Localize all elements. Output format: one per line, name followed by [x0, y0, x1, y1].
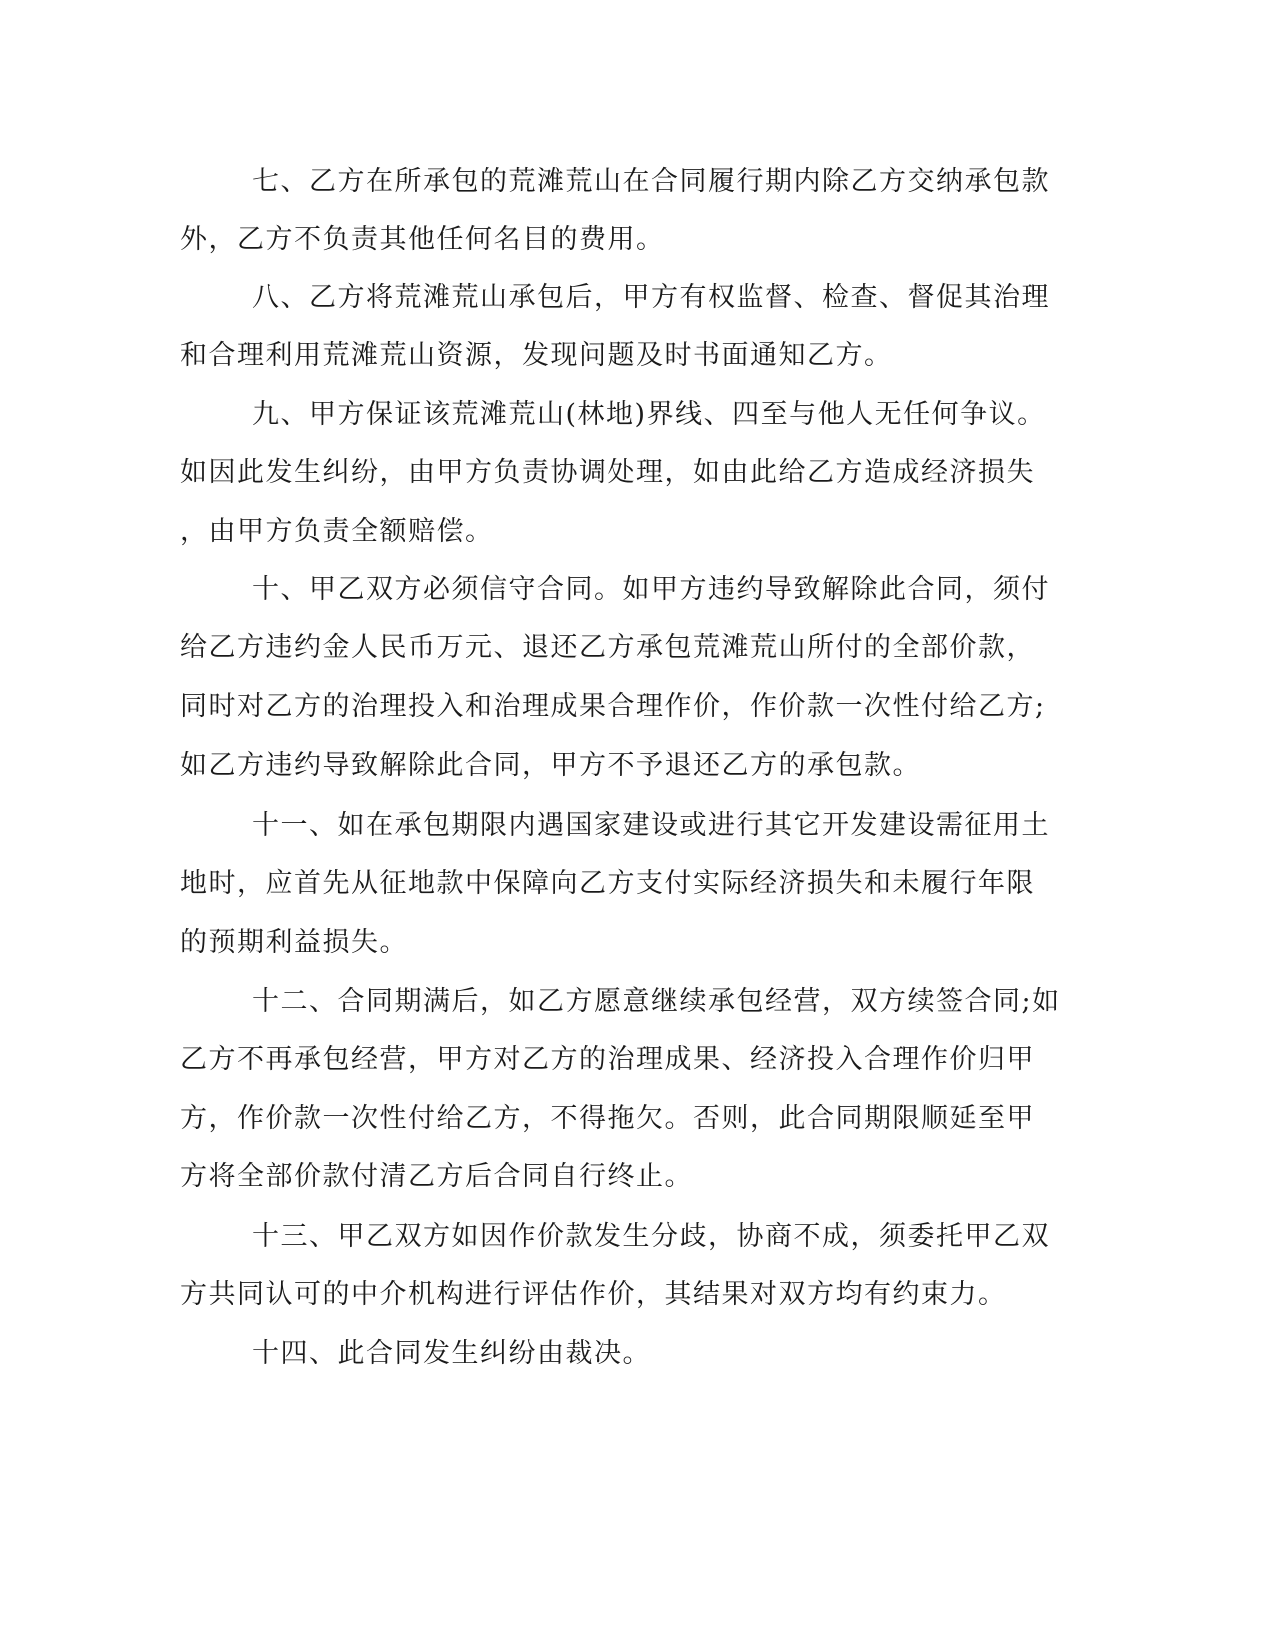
line-clause-14: 十四、此合同发生纠纷由裁决。 [252, 1338, 651, 1369]
line-clause-10-a: 十、甲乙双方必须信守合同。如甲方违约导致解除此合同，须付 [252, 574, 1050, 605]
line-clause-11-b: 地时，应首先从征地款中保障向乙方支付实际经济损失和未履行年限 [180, 868, 1035, 899]
line-clause-9-a: 九、甲方保证该荒滩荒山(林地)界线、四至与他人无任何争议。 [252, 399, 1046, 430]
line-clause-11-a: 十一、如在承包期限内遇国家建设或进行其它开发建设需征用土 [252, 810, 1050, 841]
line-clause-8-a: 八、乙方将荒滩荒山承包后，甲方有权监督、检查、督促其治理 [252, 282, 1050, 313]
line-clause-9-b: 如因此发生纠纷，由甲方负责协调处理，如由此给乙方造成经济损失 [180, 457, 1035, 488]
line-clause-10-d: 如乙方违约导致解除此合同，甲方不予退还乙方的承包款。 [180, 750, 921, 781]
line-clause-10-c: 同时对乙方的治理投入和治理成果合理作价，作价款一次性付给乙方; [180, 691, 1046, 722]
line-clause-11-c: 的预期利益损失。 [180, 927, 408, 958]
line-clause-12-b: 乙方不再承包经营，甲方对乙方的治理成果、经济投入合理作价归甲 [180, 1044, 1035, 1075]
line-clause-9-c: ，由甲方负责全额赔偿。 [180, 516, 494, 547]
line-clause-13-b: 方共同认可的中介机构进行评估作价，其结果对双方均有约束力。 [180, 1279, 1007, 1310]
line-clause-10-b: 给乙方违约金人民币万元、退还乙方承包荒滩荒山所付的全部价款， [180, 632, 1035, 663]
line-clause-13-a: 十三、甲乙双方如因作价款发生分歧，协商不成，须委托甲乙双 [252, 1221, 1050, 1252]
line-clause-12-c: 方，作价款一次性付给乙方，不得拖欠。否则，此合同期限顺延至甲 [180, 1103, 1035, 1134]
line-clause-12-a: 十二、合同期满后，如乙方愿意继续承包经营，双方续签合同;如 [252, 986, 1061, 1017]
line-clause-7-a: 七、乙方在所承包的荒滩荒山在合同履行期内除乙方交纳承包款 [252, 166, 1050, 197]
line-clause-12-d: 方将全部价款付清乙方后合同自行终止。 [180, 1161, 693, 1192]
line-clause-7-b: 外，乙方不负责其他任何名目的费用。 [180, 224, 665, 255]
line-clause-8-b: 和合理利用荒滩荒山资源，发现问题及时书面通知乙方。 [180, 340, 893, 371]
